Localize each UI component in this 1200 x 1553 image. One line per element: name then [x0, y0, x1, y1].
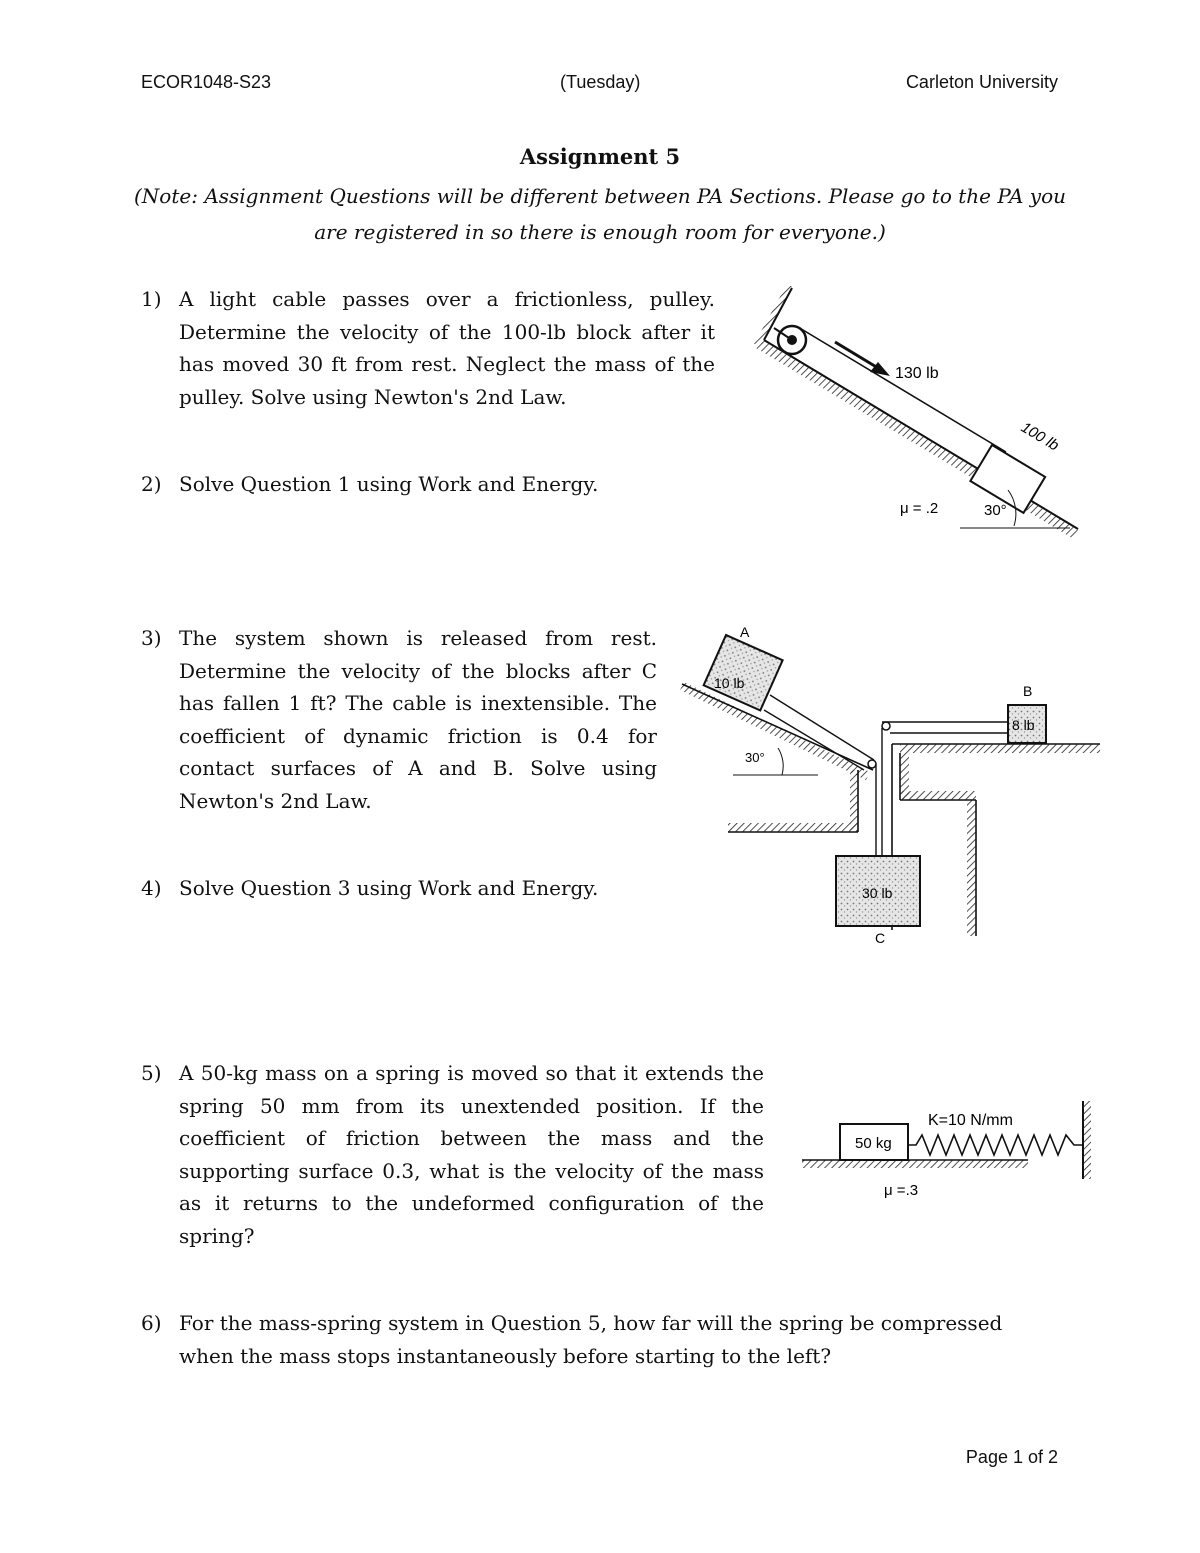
question-text: Solve Question 3 using Work and Energy. [179, 876, 599, 900]
question-text: Solve Question 1 using Work and Energy. [179, 472, 599, 496]
question-number: 6) [141, 1311, 162, 1335]
assignment-title: Assignment 5 [519, 144, 681, 169]
ledge-floor-hatch [728, 823, 858, 832]
pulley-a [868, 760, 876, 768]
floor-hatch [802, 1160, 1028, 1168]
incline-surface [682, 684, 873, 770]
floor-b-hatch [900, 744, 1100, 753]
outer-wall-hatch [967, 800, 976, 936]
force-label: 130 lb [895, 365, 939, 382]
block-a-label: A [740, 624, 750, 640]
header-university: Carleton University [905, 72, 1058, 92]
spring-constant-label: K=10 N/mm [928, 1112, 1013, 1129]
spring [908, 1135, 1082, 1155]
pulley-b [882, 722, 890, 730]
step-floor-hatch [900, 791, 976, 800]
angle-label: 30° [745, 750, 765, 765]
figure-three-blocks [678, 620, 1108, 950]
question-text: A light cable passes over a frictionless, pulley. Determine the velocity of the 100-lb block after it has moved 30 ft from rest. Neglect the mass of the pulley. Solve using Newton's 2nd Law. [179, 287, 715, 409]
block-50kg-label: 50 kg [855, 1135, 892, 1152]
force-arrow [835, 342, 878, 368]
question-number: 5) [141, 1061, 162, 1085]
block-100lb-label: 100 lb [1017, 418, 1062, 455]
block-c-label: C [875, 930, 886, 946]
page-number: Page 1 of 2 [965, 1447, 1058, 1467]
figure-incline-pulley [740, 280, 1090, 540]
question-text: A 50-kg mass on a spring is moved so that it extends the spring 50 mm from its unextended position. If the coefficient of friction between the mass and the supporting surface 0.3, what is the velocity of the mass as it returns to the undeformed configuration of the spring? [179, 1061, 764, 1248]
friction-label: μ =.3 [884, 1182, 919, 1199]
block-b-label: B [1023, 683, 1033, 699]
block-b-weight: 8 lb [1012, 717, 1035, 733]
figure-mass-spring [798, 1095, 1103, 1205]
assignment-note: (Note: Assignment Questions will be different between PA Sections. Please go to the PA you are registered in so there is enough room for everyone.) [134, 184, 1066, 244]
cable-lower [786, 353, 998, 481]
ledge-wall-hatch [850, 770, 858, 832]
header-course-code: ECOR1048-S23 [141, 72, 272, 92]
question-number: 4) [141, 876, 162, 900]
friction-label: μ = .2 [900, 500, 939, 517]
question-number: 2) [141, 472, 162, 496]
angle-arc [778, 748, 783, 775]
question-number: 3) [141, 626, 162, 650]
angle-label: 30° [984, 502, 1007, 519]
block-a-weight: 10 lb [714, 675, 745, 691]
question-number: 1) [141, 287, 162, 311]
question-text: The system shown is released from rest. Determine the velocity of the blocks after C has fallen 1 ft? The cable is inextensible. The coefficient of dynamic friction is 0.4 for contact surfaces of A and B. Solve using Newton's 2nd Law. [179, 626, 657, 813]
header-day: (Tuesday) [560, 72, 641, 92]
question-text: For the mass-spring system in Question 5, how far will the spring be compressed when the mass stops instantaneously before starting to the left? [179, 1311, 1003, 1368]
block-c-weight: 30 lb [862, 885, 893, 901]
wall-hatch [1083, 1101, 1091, 1179]
cable-a-bottom [764, 710, 864, 770]
